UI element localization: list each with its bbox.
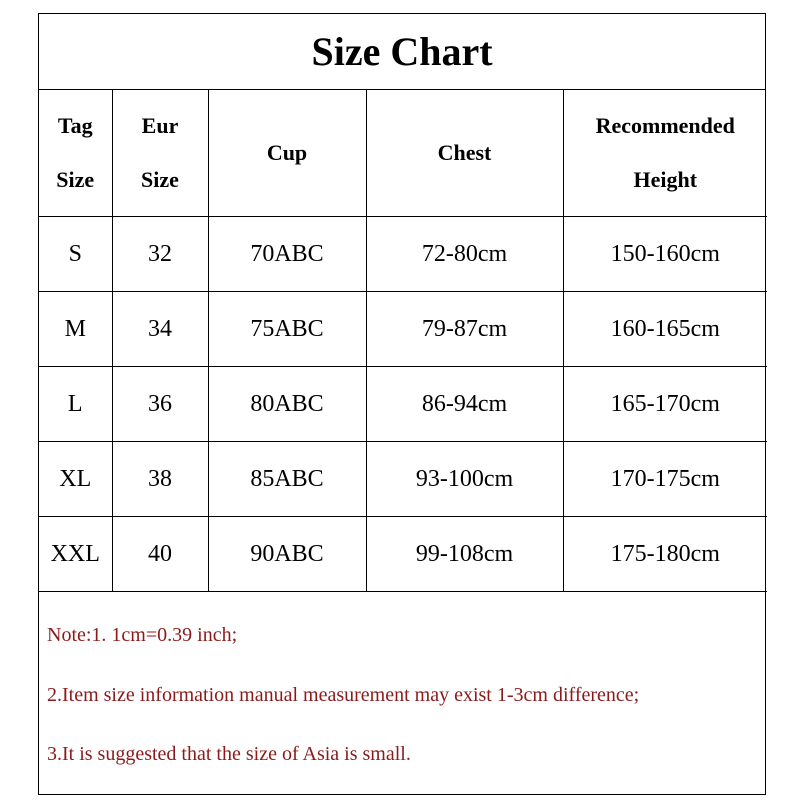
- cell-tag-size: M: [39, 292, 112, 367]
- header-row: [39, 89, 767, 217]
- note-line: 2.Item size information manual measurement may exist 1-3cm difference;: [47, 684, 640, 706]
- size-table: [39, 89, 767, 592]
- cell-height: 170-175cm: [563, 442, 767, 517]
- cell-eur-size: 38: [112, 442, 208, 517]
- cell-eur-size: 40: [112, 517, 208, 592]
- table-row: [39, 217, 767, 292]
- note-line: Note:1. 1cm=0.39 inch;: [47, 624, 238, 646]
- cell-chest: 99-108cm: [366, 517, 563, 592]
- cell-cup: 70ABC: [208, 217, 366, 292]
- cell-cup: 85ABC: [208, 442, 366, 517]
- cell-chest: 72-80cm: [366, 217, 563, 292]
- note-line: 3.It is suggested that the size of Asia is small.: [47, 743, 411, 765]
- size-chart: [38, 13, 766, 795]
- cell-cup: 75ABC: [208, 292, 366, 367]
- cell-tag-size: XXL: [39, 517, 112, 592]
- header-eur-size: Eur Size: [112, 89, 208, 217]
- cell-chest: 79-87cm: [366, 292, 563, 367]
- cell-cup: 80ABC: [208, 367, 366, 442]
- notes-section: [39, 592, 765, 794]
- table-row: [39, 517, 767, 592]
- header-recommended-height: Recommended Height: [563, 89, 767, 217]
- cell-chest: 86-94cm: [366, 367, 563, 442]
- table-row: [39, 367, 767, 442]
- cell-tag-size: XL: [39, 442, 112, 517]
- cell-tag-size: L: [39, 367, 112, 442]
- cell-height: 175-180cm: [563, 517, 767, 592]
- cell-height: 150-160cm: [563, 217, 767, 292]
- cell-eur-size: 32: [112, 217, 208, 292]
- table-row: [39, 292, 767, 367]
- chart-title: Size Chart: [39, 14, 765, 90]
- header-tag-size: Tag Size: [39, 89, 112, 217]
- cell-height: 160-165cm: [563, 292, 767, 367]
- cell-cup: 90ABC: [208, 517, 366, 592]
- cell-height: 165-170cm: [563, 367, 767, 442]
- header-cup: Cup: [208, 89, 366, 217]
- cell-chest: 93-100cm: [366, 442, 563, 517]
- cell-tag-size: S: [39, 217, 112, 292]
- header-chest: Chest: [366, 89, 563, 217]
- table-row: [39, 442, 767, 517]
- cell-eur-size: 36: [112, 367, 208, 442]
- cell-eur-size: 34: [112, 292, 208, 367]
